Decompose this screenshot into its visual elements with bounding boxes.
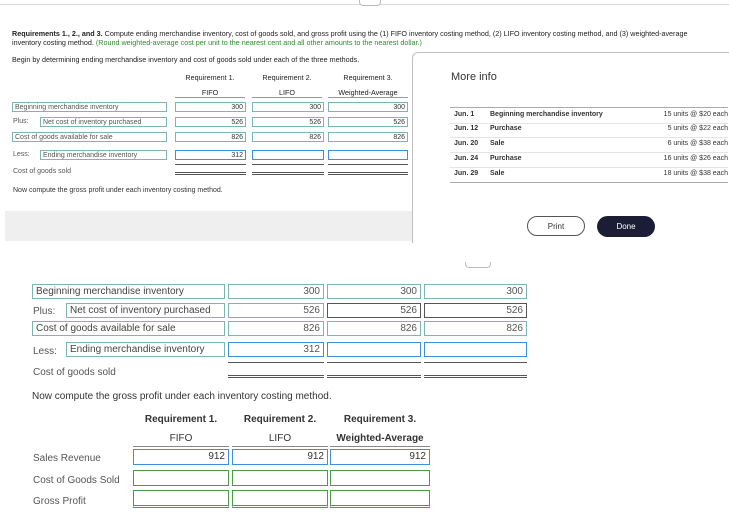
info-name: Beginning merchandise inventory <box>490 111 603 118</box>
info-value: 5 units @ $22 each <box>667 125 728 132</box>
header-lifo: LIFO <box>252 88 322 98</box>
gp-header-fifo: FIFO <box>133 433 229 447</box>
lifo-cogs-input-large[interactable] <box>327 362 421 378</box>
wa-beginning-value: 300 <box>328 102 408 112</box>
wa-gross-profit-input[interactable] <box>330 490 430 508</box>
gp-header-req1: Requirement 1. <box>144 414 218 425</box>
wa-cogs-input[interactable] <box>328 164 408 175</box>
net-cost-label-large: Net cost of inventory purchased <box>66 303 225 318</box>
info-value: 16 units @ $26 each <box>663 155 728 162</box>
expand-handle[interactable] <box>359 0 381 6</box>
fifo-available-value: 826 <box>175 132 246 142</box>
header-fifo: FIFO <box>175 88 245 98</box>
fifo-beginning-value: 300 <box>175 102 246 112</box>
lifo-ending-input-large[interactable] <box>327 342 421 357</box>
gross-profit-label: Gross Profit <box>33 496 86 507</box>
requirements-body: Compute ending merchandise inventory, cost of goods sold, and gross profit using the (1) FIFO inventory costing method, (2) LIFO inventory costing method, and (3) weighted-average inventory costing method. <box>12 29 688 47</box>
lifo-gross-profit-input[interactable] <box>232 490 328 508</box>
net-cost-label: Net cost of inventory purchased <box>40 117 167 127</box>
wa-beginning-value-large: 300 <box>424 284 527 299</box>
wa-available-value: 826 <box>328 132 408 142</box>
info-date: Jun. 12 <box>454 125 479 132</box>
gp-header-req3: Requirement 3. <box>343 414 417 425</box>
wa-sales-input[interactable]: 912 <box>330 449 430 465</box>
wa-available-value-large: 826 <box>424 321 527 336</box>
fifo-ending-input-large[interactable]: 312 <box>228 342 324 357</box>
info-row <box>450 122 728 138</box>
requirements-prefix: Requirements 1., 2., and 3. <box>12 29 103 38</box>
wa-ending-input-large[interactable] <box>424 342 527 357</box>
available-for-sale-label-large: Cost of goods available for sale <box>32 321 225 336</box>
requirements-text <box>12 29 712 47</box>
lifo-available-value-large: 826 <box>327 321 421 336</box>
fifo-sales-input[interactable]: 912 <box>133 449 229 465</box>
rounding-hint: (Round weighted-average cost per unit to the nearest cent and all other amounts to the nearest dollar.) <box>93 38 422 47</box>
less-label: Less: <box>13 151 30 158</box>
cogs-label: Cost of goods sold <box>13 168 71 175</box>
wa-ending-input[interactable] <box>328 150 408 160</box>
wa-gp-cogs-input[interactable] <box>330 470 430 486</box>
header-req1: Requirement 1. <box>185 73 235 82</box>
ending-inventory-label: Ending merchandise inventory <box>40 150 167 160</box>
info-value: 15 units @ $20 each <box>663 111 728 118</box>
beginning-inventory-label-large: Beginning merchandise inventory <box>32 284 225 299</box>
cogs-label-large: Cost of goods sold <box>33 367 116 378</box>
gp-header-weighted: Weighted-Average <box>330 433 430 447</box>
info-date: Jun. 29 <box>454 170 479 177</box>
less-label-large: Less: <box>33 346 57 357</box>
fifo-gp-cogs-input[interactable] <box>133 470 229 486</box>
wa-cogs-input-large[interactable] <box>424 362 527 378</box>
ending-inventory-label-large: Ending merchandise inventory <box>66 342 225 357</box>
info-name: Purchase <box>490 125 522 132</box>
beginning-inventory-label: Beginning merchandise inventory <box>12 102 167 112</box>
info-value: 6 units @ $38 each <box>667 140 728 147</box>
info-date: Jun. 24 <box>454 155 479 162</box>
fifo-cogs-input-large[interactable] <box>228 362 324 378</box>
sales-revenue-label: Sales Revenue <box>33 453 101 464</box>
fifo-net-cost-value-large: 526 <box>228 303 324 318</box>
gross-profit-prompt-small: Now compute the gross profit under each inventory costing method. <box>13 187 223 194</box>
fifo-gross-profit-input[interactable] <box>133 490 229 508</box>
lifo-beginning-value: 300 <box>252 102 324 112</box>
fifo-net-cost-value: 526 <box>175 117 246 127</box>
info-row <box>450 167 728 183</box>
lifo-available-value: 826 <box>252 132 324 142</box>
collapse-handle[interactable] <box>465 262 491 268</box>
info-date: Jun. 20 <box>454 140 479 147</box>
done-button[interactable]: Done <box>597 216 655 237</box>
lifo-gp-cogs-input[interactable] <box>232 470 328 486</box>
header-req2: Requirement 2. <box>262 73 312 82</box>
fifo-beginning-value-large: 300 <box>228 284 324 299</box>
print-button[interactable]: Print <box>527 216 585 236</box>
available-for-sale-label: Cost of goods available for sale <box>12 132 167 142</box>
header-weighted: Weighted-Average <box>328 88 408 98</box>
info-date: Jun. 1 <box>454 111 475 118</box>
wa-net-cost-value: 526 <box>328 117 408 127</box>
lifo-sales-input[interactable]: 912 <box>232 449 328 465</box>
cost-of-goods-sold-label: Cost of Goods Sold <box>33 475 120 486</box>
lifo-beginning-value-large: 300 <box>327 284 421 299</box>
info-row <box>450 152 728 168</box>
gp-header-req2: Requirement 2. <box>243 414 317 425</box>
info-name: Sale <box>490 140 505 147</box>
wa-net-cost-value-large: 526 <box>424 303 527 318</box>
header-req3: Requirement 3. <box>343 73 393 82</box>
plus-label-large: Plus: <box>33 306 56 317</box>
fifo-cogs-input[interactable] <box>175 164 246 175</box>
plus-label: Plus: <box>13 118 29 125</box>
gp-header-lifo: LIFO <box>232 433 328 447</box>
begin-instruction: Begin by determining ending merchandise inventory and cost of goods sold under each of the three methods. <box>12 55 360 64</box>
lifo-cogs-input[interactable] <box>252 164 324 175</box>
info-name: Sale <box>490 170 505 177</box>
fifo-ending-input[interactable]: 312 <box>175 150 246 160</box>
more-info-title: More info <box>451 71 497 83</box>
info-value: 18 units @ $38 each <box>663 170 728 177</box>
lifo-net-cost-value-large: 526 <box>327 303 421 318</box>
info-name: Purchase <box>490 155 522 162</box>
lifo-net-cost-value: 526 <box>252 117 324 127</box>
gray-panel <box>5 211 412 241</box>
lifo-ending-input[interactable] <box>252 150 324 160</box>
info-row <box>450 137 728 153</box>
gross-profit-prompt: Now compute the gross profit under each inventory costing method. <box>32 391 332 402</box>
fifo-available-value-large: 826 <box>228 321 324 336</box>
